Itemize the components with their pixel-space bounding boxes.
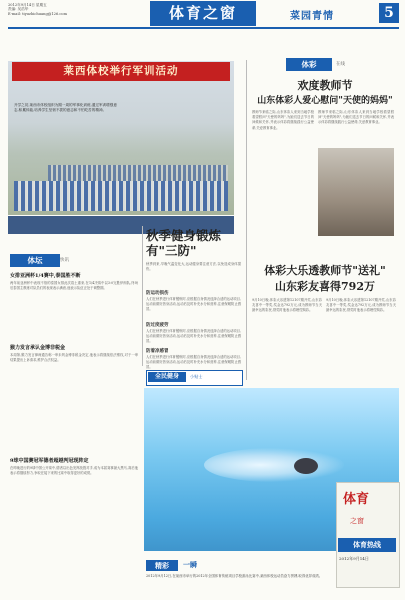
splash — [204, 448, 344, 482]
lotto-body: 9月10日晚,体彩大乐透第12107期开奖,山东彩友喜中一等奖,奖金达792万元,成为教师节当天最幸运的彩民,领奖时他表示将理性购彩。 — [252, 298, 322, 313]
date-line: 2012年9月14日 星期五 — [8, 3, 47, 7]
tag-ticai: 体彩 — [286, 58, 332, 71]
top-photo — [8, 61, 234, 215]
teacher-headline-a: 欢度教师节 — [297, 79, 353, 92]
story-headline: 女排亚洲杯1/4赛中,泰国胜不断 — [10, 273, 81, 279]
lotto-headline-a: 体彩大乐透教师节"送礼" — [264, 264, 386, 277]
teacher-body: 教师节来临之际,山东体彩人来到当地学校看望慰问"天使的妈妈",为她们送去节日的问候和关怀,并表示体彩将继续践行公益使命,关爱教育事业。 — [252, 110, 314, 130]
tag-tiyu-sub: 快讯 — [60, 258, 69, 263]
story-headline: 猴力发言承认金博非税金 — [10, 345, 66, 351]
tag-ticai-sub: 在线 — [336, 62, 345, 67]
photo-banner: 莱西体校举行军训活动 — [12, 62, 230, 81]
health-body: 人们在秋季进行体育锻炼时,应根据自身情况选择合适的运动项目,运动前做好热身活动,运动后及时补充水分和营养,注意保暖防止感冒。 — [146, 329, 241, 344]
swimmer-cap — [294, 458, 318, 474]
story-headline: 9球中国赛冠军德者超越判冠现阵定 — [10, 458, 89, 464]
story-body: 在昨晚进行的9球中国公开赛中,德者以出色发挥战胜对手,成为本届赛事最大黑马,赛后他表示将继续努力,争取在接下来的比赛中取得更好的成绩。 — [10, 466, 138, 476]
health-intro: 秋季到来,早晚气温变化大,运动健身要注意方法,以免造成身体损伤。 — [146, 262, 241, 272]
logo-date: 2012年9月14日 — [339, 556, 369, 561]
teacher-body: 教师节来临之际,山东体彩人来到当地学校看望慰问"天使的妈妈",为她们送去节日的问候和关怀,并表示体彩将继续践行公益使命,关爱教育事业。 — [318, 110, 394, 125]
story-body: 本周第,猴力发言律师通告称一审未判金博非税金决定,他表示将继续依法维权,对于一审结果提出上诉请求,维护合法权益。 — [10, 353, 138, 363]
logo-hotline: 体育热线 — [338, 538, 396, 552]
jingcai-label: 精彩 — [146, 560, 178, 571]
jingcai-sub: 一瞬 — [183, 560, 197, 569]
teacher-headline-b: 山东体彩人爱心慰问"天使的妈妈" — [257, 96, 393, 106]
logo-title: 体育 — [343, 492, 370, 507]
column-rule — [246, 60, 247, 380]
fitness-label: 全民健身 — [148, 372, 186, 382]
teacher-photo — [318, 148, 394, 236]
photo-caption: 开学之初,莱西市体校组织为期一周的军事化训练,通过军训增强意志,积累体能,培养学生坚韧不拔的意志和不怕吃苦的精神。 — [14, 103, 117, 112]
email-line: E-mail: tiyuzhichuang@126.com — [8, 11, 67, 16]
lotto-headline-b: 山东彩友喜得792万 — [275, 280, 375, 293]
story-body: 两年前亚洲杯中表现不俗的泰国女排此次卷土重来,在1/4决赛中以3:0完胜伊朗队,终场后泰国主教练对队员们的表现表示满意,他表示队伍正处于调整期。 — [10, 281, 138, 291]
tag-tiyu: 体坛 — [10, 254, 60, 267]
editor-line: 责编: 吴浩华 — [8, 7, 29, 12]
section-name: 菜园青情 — [290, 11, 334, 22]
health-sub: 防过度疲劳 — [146, 323, 169, 328]
page-number: 5 — [379, 3, 399, 23]
health-headline: 秋季健身锻炼有"三防" — [146, 228, 222, 258]
fitness-sub: 小贴士 — [190, 374, 203, 379]
health-body: 人们在秋季进行体育锻炼时,应根据自身情况选择合适的运动项目,运动前做好热身活动,运动后及时补充水分和营养,注意保暖防止感冒。 — [146, 355, 241, 370]
lotto-body: 9月10日晚,体彩大乐透第12107期开奖,山东彩友喜中一等奖,奖金达792万元,成为教师节当天最幸运的彩民,领奖时他表示将理性购彩。 — [326, 298, 396, 313]
photo-back-rows — [48, 165, 228, 181]
column-rule — [142, 226, 143, 366]
header-rule — [8, 27, 399, 29]
health-sub: 防运动损伤 — [146, 291, 169, 296]
logo-sub: 之窗 — [350, 517, 364, 525]
header-meta — [8, 3, 158, 16]
swim-caption: 2012年9月12日,在莱西市举行的2012年全国体育传统项目学校游泳比赛中,莱西体校运动员奋力拼搏,取得优异成绩。 — [146, 574, 323, 578]
photo-students — [14, 181, 228, 211]
health-sub: 防着凉感冒 — [146, 349, 169, 354]
masthead-title: 体育之窗 — [150, 1, 256, 26]
health-body: 人们在秋季进行体育锻炼时,应根据自身情况选择合适的运动项目,运动前做好热身活动,运动后及时补充水分和营养,注意保暖防止感冒。 — [146, 297, 241, 312]
